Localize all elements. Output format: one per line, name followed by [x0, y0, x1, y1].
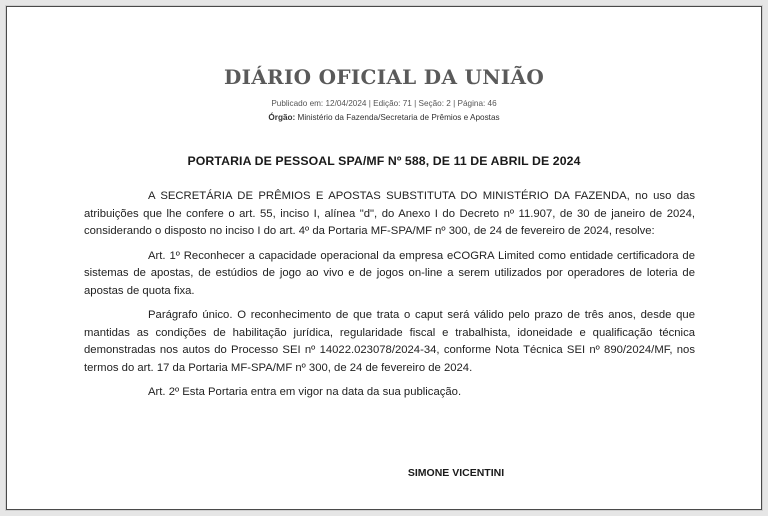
- document-page: [6, 6, 762, 510]
- issuing-body-value: Ministério da Fazenda/Secretaria de Prêmios e Apostas: [295, 113, 500, 122]
- issuing-body-label: Órgão:: [268, 113, 296, 122]
- preamble-paragraph: A SECRETÁRIA DE PRÊMIOS E APOSTAS SUBSTITUTA DO MINISTÉRIO DA FAZENDA, no uso das atribuições que lhe confere o art. 55, inciso I, alínea "d", do Anexo I do Decreto nº 11.907, de 30 de janeiro de 2024, considerando o disposto no inciso I do art. 4º da Portaria MF-SPA/MF nº 300, de 24 de fevereiro de 2024, resolve:: [84, 190, 695, 237]
- publication-info: Publicado em: 12/04/2024 | Edição: 71 | Seção: 2 | Página: 46: [271, 99, 497, 108]
- sole-paragraph: Parágrafo único. O reconhecimento de que trata o caput será válido pelo prazo de três anos, desde que mantidas as condições de habilitação jurídica, regularidade fiscal e trabalhista, idoneidade e qualificação técnica demonstradas nos autos do Processo SEI nº 14022.023078/2024-34, conforme Nota Técnica SEI nº 890/2024/MF, nos termos do art. 17 da Portaria MF-SPA/MF nº 300, de 24 de fevereiro de 2024.: [84, 309, 695, 374]
- signatory-name: SIMONE VICENTINI: [407, 467, 505, 479]
- act-body: [84, 188, 695, 409]
- issuing-body: [7, 113, 761, 122]
- masthead: [7, 65, 761, 122]
- article-1-paragraph: Art. 1º Reconhecer a capacidade operacional da empresa eCOGRA Limited como entidade certificadora de sistemas de apostas, de estúdios de jogo ao vivo e de jogos on-line a serem utilizados por operadores de loteria de apostas de quota fixa.: [84, 249, 695, 297]
- act-title: PORTARIA DE PESSOAL SPA/MF Nº 588, DE 11 DE ABRIL DE 2024: [187, 154, 581, 168]
- article-2-paragraph: Art. 2º Esta Portaria entra em vigor na data da sua publicação.: [148, 386, 462, 398]
- gazette-title: DIÁRIO OFICIAL DA UNIÃO: [223, 65, 545, 89]
